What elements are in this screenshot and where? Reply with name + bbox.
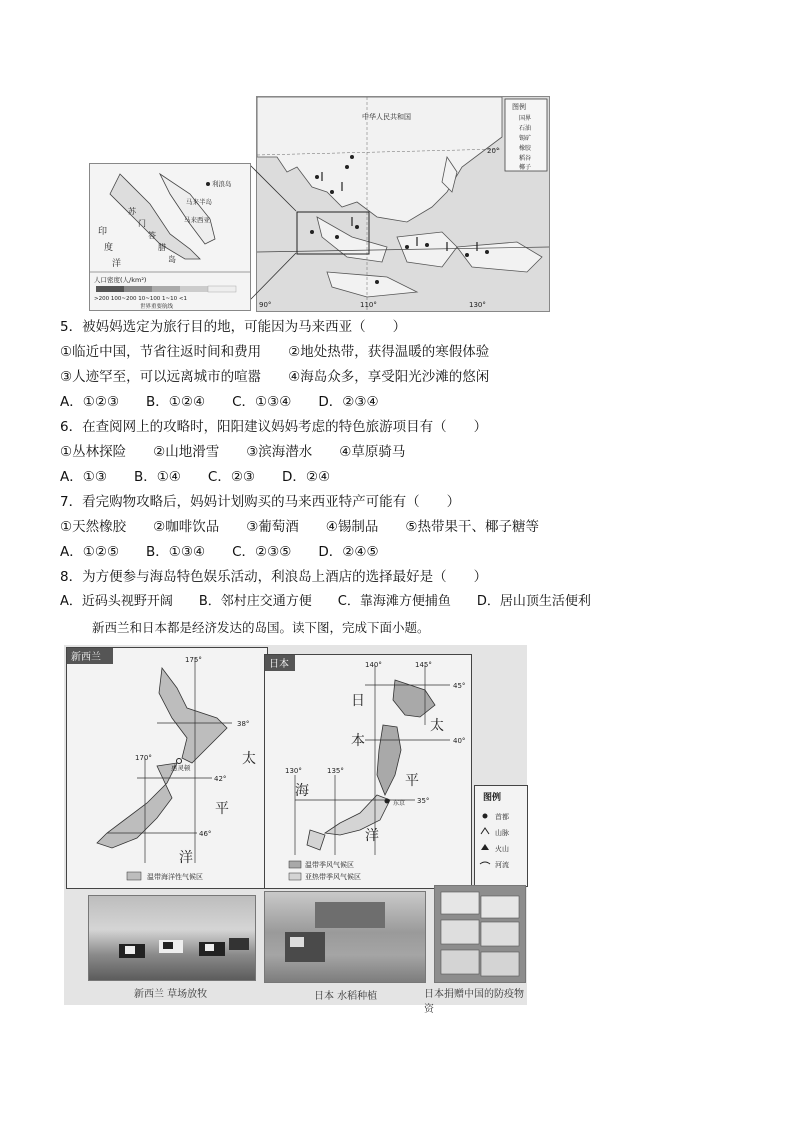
- nz-lon-label: 170°: [135, 754, 152, 762]
- legend-item: 国界: [519, 115, 532, 122]
- boundary-note: 世界重要航线: [140, 304, 174, 310]
- inset-map-svg: [90, 164, 250, 310]
- question-8-stem: 8．为方便参与海岛特色娱乐活动，利浪岛上酒店的选择最好是（ ）: [60, 569, 488, 585]
- question-8-choices: A．近码头视野开阔 B．邻村庄交通方便 C．靠海滩方便捕鱼 D．居山顶生活便利: [60, 594, 591, 609]
- inset-label: 度: [104, 243, 114, 253]
- nz-lon-label: 175°: [185, 656, 202, 664]
- nz-legend: 温带海洋性气候区: [147, 873, 203, 881]
- japan-map: [264, 654, 472, 889]
- nz-ocean-char: 洋: [179, 850, 193, 866]
- photo-caption: 日本捐赠中国的防疫物资: [424, 989, 524, 1015]
- lon-label: 130°: [469, 301, 486, 309]
- jp-legend-entry: 河流: [495, 861, 509, 869]
- nz-title: 新西兰: [71, 652, 101, 663]
- inset-label: 腊: [158, 243, 166, 252]
- jp-title: 日本: [269, 659, 289, 670]
- jp-legend-title: 图例: [483, 793, 502, 803]
- nz-lat-label: 46°: [199, 830, 212, 838]
- inset-label: 马来半岛: [186, 198, 212, 206]
- jp-ocean-char: 太: [430, 718, 444, 734]
- nz-ocean-char: 太: [242, 751, 256, 767]
- question-7-options: ①天然橡胶 ②咖啡饮品 ③葡萄酒 ④锡制品 ⑤热带果干、椰子糖等: [60, 519, 540, 535]
- photo-japan-rice: [264, 891, 426, 983]
- jp-legend-item: 亚热带季风气候区: [305, 873, 361, 881]
- jp-sea-char: 海: [295, 783, 309, 799]
- jp-lon-label: 145°: [415, 661, 432, 669]
- japan-map-svg: [265, 655, 471, 888]
- jp-legend-item: 温带季风气候区: [305, 861, 354, 869]
- lat-label: 20°: [487, 147, 500, 155]
- question-5-options: ③人迹罕至，可以远离城市的喧嚣 ④海岛众多，享受阳光沙滩的悠闲: [60, 369, 490, 385]
- density-scale: >200 100~200 10~100 1~10 <1: [94, 296, 188, 302]
- inset-label: 马来西亚: [184, 216, 210, 224]
- question-7-choices: A．①②⑤ B．①③④ C．②③⑤ D．②④⑤: [60, 544, 379, 560]
- nz-japan-figure: [64, 645, 527, 1015]
- photo-japan-donation: [434, 885, 526, 983]
- inset-label: 门: [138, 219, 146, 228]
- country-label: 中华人民共和国: [362, 113, 411, 121]
- jp-lat-label: 45°: [453, 682, 466, 690]
- japan-legend: [474, 785, 528, 887]
- japan-legend-svg: [475, 786, 527, 886]
- legend-item: 椰子: [519, 164, 532, 171]
- question-6-stem: 6．在查阅网上的攻略时，阳阳建议妈妈考虑的特色旅游项目有（ ）: [60, 419, 488, 435]
- jp-lat-label: 35°: [417, 797, 430, 805]
- photo-nz-grazing: [88, 895, 256, 981]
- photo-caption: 新西兰 草场放牧: [134, 989, 208, 1000]
- question-6-options: ①丛林探险 ②山地滑雪 ③滨海潜水 ④草原骑马: [60, 444, 406, 460]
- legend-item: 稻谷: [519, 155, 532, 162]
- nz-ocean-char: 平: [215, 801, 229, 817]
- jp-legend-entry: 山脉: [495, 829, 509, 837]
- jp-ocean-char: 平: [405, 773, 419, 789]
- jp-legend-entry: 火山: [495, 845, 509, 853]
- rice-harvest-illustration: [265, 892, 425, 982]
- nz-lat-label: 42°: [214, 775, 227, 783]
- jp-lat-label: 40°: [453, 737, 466, 745]
- legend-item: 石油: [519, 125, 532, 132]
- question-5-options: ①临近中国，节省往返时间和费用 ②地处热带，获得温暖的寒假体验: [60, 344, 490, 360]
- nz-map: [66, 647, 268, 889]
- question-6-choices: A．①③ B．①④ C．②③ D．②④: [60, 469, 331, 485]
- legend-item: 锡矿: [519, 135, 532, 142]
- question-7-stem: 7．看完购物攻略后，妈妈计划购买的马来西亚特产可能有（ ）: [60, 494, 461, 510]
- question-5-stem: 5．被妈妈选定为旅行目的地，可能因为马来西亚（ ）: [60, 319, 407, 335]
- legend-item: 橡胶: [519, 145, 532, 152]
- nz-city: 惠灵顿: [171, 764, 191, 772]
- jp-lon-label: 130°: [285, 767, 302, 775]
- jp-sea-char: 日: [351, 693, 365, 709]
- intro-text: 新西兰和日本都是经济发达的岛国。读下图，完成下面小题。: [92, 620, 430, 635]
- photo-caption: 日本 水稻种植: [314, 991, 378, 1002]
- inset-map: [89, 163, 251, 311]
- question-5-choices: A．①②③ B．①②④ C．①③④ D．②③④: [60, 394, 379, 410]
- inset-label: 印: [98, 227, 108, 237]
- inset-label: 苏: [128, 207, 136, 216]
- jp-legend-entry: 首都: [495, 813, 509, 821]
- density-title: 人口密度(人/km²): [94, 276, 147, 284]
- jp-lon-label: 140°: [365, 661, 382, 669]
- inset-label: 答: [148, 231, 156, 240]
- jp-ocean-char: 洋: [365, 828, 379, 844]
- boxes-illustration: [435, 886, 525, 982]
- nz-map-svg: [67, 648, 267, 888]
- inset-label: 洋: [112, 259, 122, 269]
- jp-sea-char: 本: [351, 733, 365, 749]
- legend-title: 图例: [512, 103, 526, 111]
- lon-label: 90°: [259, 301, 272, 309]
- lon-label: 110°: [360, 301, 377, 309]
- jp-lon-label: 135°: [327, 767, 344, 775]
- inset-label: 利浪岛: [212, 180, 232, 188]
- nz-lat-label: 38°: [237, 720, 250, 728]
- inset-label: 岛: [168, 255, 176, 264]
- jp-city: 东京: [393, 800, 406, 807]
- cows-illustration: [89, 896, 255, 980]
